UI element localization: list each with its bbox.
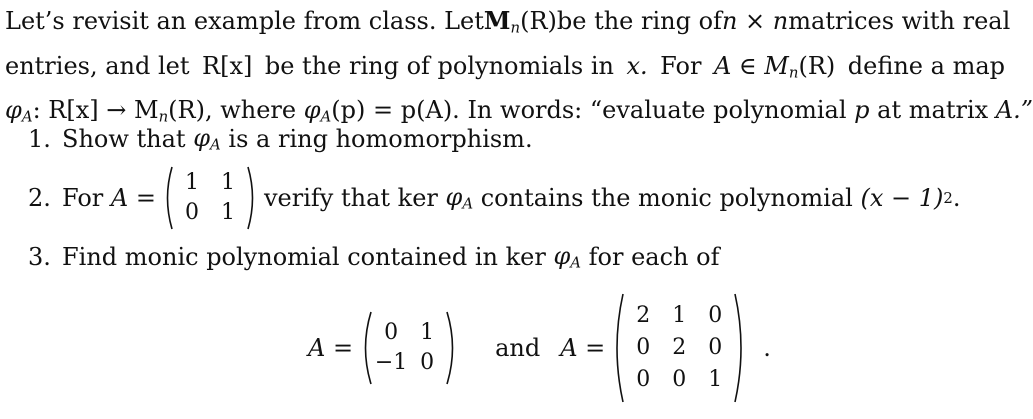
matrix-cell: 2 [672,335,687,360]
matrix-2x2-rotation [359,310,459,386]
right-paren-icon [733,292,747,404]
matrix-cell: 1 [672,303,687,328]
left-paren-icon [359,310,373,386]
math-phi-p: $\varphi_A(p) = p(A)$. [303,96,460,127]
item-text: for each of [588,242,720,271]
matrix-3x3 [611,292,747,404]
item-text: is a ring homomorphism. [228,124,533,153]
math-A-eq: A = [560,334,606,362]
matrix-cell: 0 [672,367,687,392]
item-number: 3. [28,242,51,271]
matrix-cell: 0 [384,320,399,345]
math-phi-A: $\varphi_A$ [193,124,221,154]
text: For [660,51,702,80]
right-paren-icon [445,310,459,386]
list-item-2 [28,162,960,234]
text: matrices with real [788,7,1011,35]
math-A-in-Mn: A ∈ $M_n(R)$ [713,51,836,82]
math-Rx: R[x] [202,51,253,80]
text: In words: “evaluate polynomial [467,96,847,125]
intro-line-2 [5,47,1005,92]
left-paren-icon [611,292,625,404]
matrix-cell: 1 [220,200,235,225]
matrix-cells [174,169,246,227]
list-item-3 [28,242,719,272]
right-paren-icon [246,165,258,231]
item-text: Find monic polynomial contained in ker [62,242,546,271]
math-map: $\varphi_A$: $R[x] \to M_n(R)$, where [5,96,297,127]
math-exponent: 2 [943,189,953,207]
math-A-eq: A = [110,184,156,212]
matrix-2x2-item2 [162,165,258,231]
math-A-eq: A = [308,334,354,362]
matrix-cell: 1 [220,170,235,195]
matrix-cell: 1 [184,170,199,195]
matrix-cell: 2 [636,303,651,328]
item-text: Show that [62,124,186,153]
math-phi-A: $\varphi_A$ [553,242,581,272]
matrix-cells [373,319,445,377]
item-text: verify that ker [263,184,438,212]
text: entries, and let [5,51,190,80]
matrix-cell: 1 [708,367,723,392]
matrix-cell: 0 [708,335,723,360]
punct: . [763,334,771,362]
connector-text: and [495,334,541,362]
intro-line-1 [5,2,1011,47]
math-poly: (x − 1) [860,184,944,212]
matrix-cell: −1 [374,350,408,375]
matrix-cell: 0 [184,200,199,225]
list-item-1 [28,124,533,154]
math-A: A.” [995,96,1033,125]
matrix-cell: 1 [420,320,435,345]
text: be the ring of [556,7,722,35]
punct: . [952,184,961,212]
item-text: For [62,184,104,212]
math-Mn: $M_n(R)$ [483,6,557,37]
math-p: p [854,96,870,125]
left-paren-icon [162,165,174,231]
item-number: 2. [28,184,51,212]
matrix-cell: 0 [636,335,651,360]
item-text: contains the monic polynomial [480,184,853,212]
intro-paragraph [5,2,1033,136]
text: at matrix [877,96,989,125]
matrix-cells [625,302,733,394]
text: be the ring of polynomials in [264,51,614,80]
math-phi-A: $\varphi_A$ [445,183,474,213]
matrix-cell: 0 [636,367,651,392]
display-equation [308,292,771,404]
text: define a map [847,51,1005,80]
math-nxn: n × n [721,7,789,35]
item-number: 1. [28,124,51,153]
math-x: x. [626,51,648,80]
matrix-cell: 0 [708,303,723,328]
matrix-cell: 0 [420,350,435,375]
text: Let’s revisit an example from class. Let [5,7,484,35]
